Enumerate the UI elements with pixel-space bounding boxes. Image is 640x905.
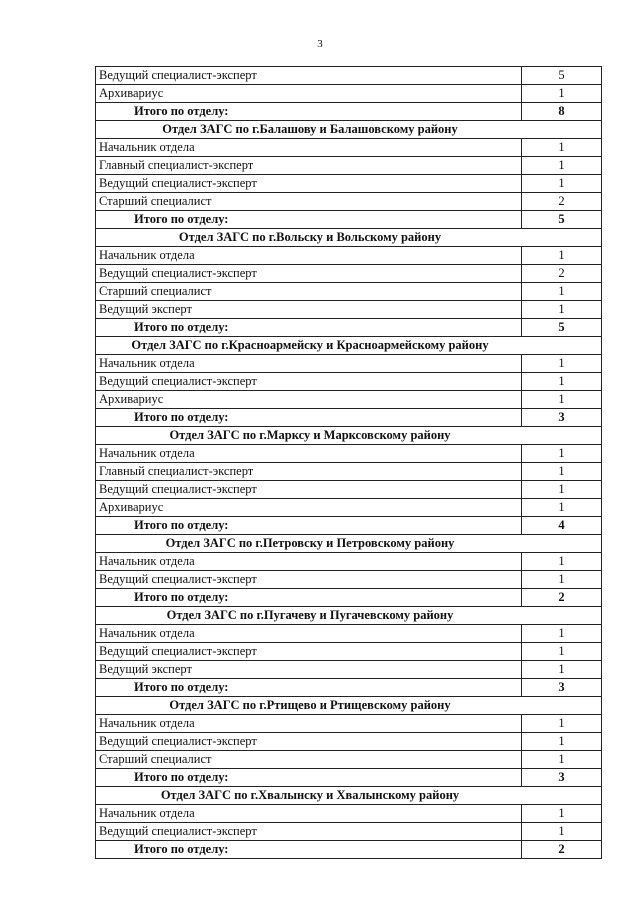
- position-name: Ведущий специалист-эксперт: [96, 67, 522, 85]
- position-name: Старший специалист: [96, 193, 522, 211]
- position-count: 1: [522, 373, 602, 391]
- position-count: 1: [522, 661, 602, 679]
- staffing-table: [95, 66, 602, 859]
- position-row: [96, 553, 602, 571]
- position-row: [96, 247, 602, 265]
- position-row: [96, 625, 602, 643]
- position-count: 1: [522, 283, 602, 301]
- position-count: 1: [522, 391, 602, 409]
- department-header-row: [96, 427, 602, 445]
- position-count: 1: [522, 751, 602, 769]
- department-title: Отдел ЗАГС по г.Ртищево и Ртищевскому району: [96, 697, 602, 715]
- position-count: 1: [522, 805, 602, 823]
- department-header-row: [96, 337, 602, 355]
- position-count: 1: [522, 301, 602, 319]
- position-row: [96, 355, 602, 373]
- department-title: Отдел ЗАГС по г.Вольску и Вольскому району: [96, 229, 602, 247]
- position-row: [96, 499, 602, 517]
- total-label: Итого по отделу:: [96, 679, 522, 697]
- position-row: [96, 661, 602, 679]
- position-count: 1: [522, 247, 602, 265]
- position-row: [96, 193, 602, 211]
- total-label: Итого по отделу:: [96, 319, 522, 337]
- position-count: 1: [522, 85, 602, 103]
- department-total-row: [96, 589, 602, 607]
- position-row: [96, 283, 602, 301]
- department-total-row: [96, 841, 602, 859]
- position-count: 2: [522, 265, 602, 283]
- position-row: [96, 157, 602, 175]
- department-header-row: [96, 607, 602, 625]
- position-name: Начальник отдела: [96, 553, 522, 571]
- total-count: 2: [522, 589, 602, 607]
- position-count: 1: [522, 499, 602, 517]
- position-row: [96, 463, 602, 481]
- position-row: [96, 445, 602, 463]
- position-row: [96, 643, 602, 661]
- position-name: Ведущий специалист-эксперт: [96, 373, 522, 391]
- position-count: 1: [522, 733, 602, 751]
- department-header-row: [96, 697, 602, 715]
- position-count: 1: [522, 139, 602, 157]
- total-label: Итого по отделу:: [96, 589, 522, 607]
- department-header-row: [96, 229, 602, 247]
- staffing-table-body: [96, 67, 602, 859]
- position-name: Начальник отдела: [96, 805, 522, 823]
- position-name: Архивариус: [96, 391, 522, 409]
- department-title: Отдел ЗАГС по г.Пугачеву и Пугачевскому району: [96, 607, 602, 625]
- position-row: [96, 265, 602, 283]
- department-total-row: [96, 517, 602, 535]
- total-count: 2: [522, 841, 602, 859]
- position-name: Ведущий эксперт: [96, 301, 522, 319]
- position-name: Начальник отдела: [96, 355, 522, 373]
- position-name: Главный специалист-эксперт: [96, 463, 522, 481]
- department-header-row: [96, 787, 602, 805]
- position-name: Ведущий специалист-эксперт: [96, 481, 522, 499]
- position-row: [96, 139, 602, 157]
- position-row: [96, 85, 602, 103]
- total-count: 5: [522, 319, 602, 337]
- position-row: [96, 751, 602, 769]
- position-count: 1: [522, 481, 602, 499]
- department-total-row: [96, 211, 602, 229]
- total-count: 3: [522, 679, 602, 697]
- total-label: Итого по отделу:: [96, 103, 522, 121]
- position-row: [96, 301, 602, 319]
- total-count: 5: [522, 211, 602, 229]
- department-title: Отдел ЗАГС по г.Петровску и Петровскому району: [96, 535, 602, 553]
- position-count: 1: [522, 175, 602, 193]
- total-count: 3: [522, 769, 602, 787]
- position-row: [96, 67, 602, 85]
- position-name: Ведущий специалист-эксперт: [96, 643, 522, 661]
- position-row: [96, 391, 602, 409]
- position-count: 5: [522, 67, 602, 85]
- department-total-row: [96, 103, 602, 121]
- position-name: Ведущий специалист-эксперт: [96, 175, 522, 193]
- position-row: [96, 175, 602, 193]
- department-title: Отдел ЗАГС по г.Балашову и Балашовскому району: [96, 121, 602, 139]
- position-name: Старший специалист: [96, 283, 522, 301]
- position-count: 1: [522, 715, 602, 733]
- position-name: Ведущий специалист-эксперт: [96, 571, 522, 589]
- total-label: Итого по отделу:: [96, 211, 522, 229]
- position-count: 1: [522, 445, 602, 463]
- department-total-row: [96, 679, 602, 697]
- department-title: Отдел ЗАГС по г.Хвалынску и Хвалынскому району: [96, 787, 602, 805]
- department-title: Отдел ЗАГС по г.Красноармейску и Красноармейскому району: [96, 337, 602, 355]
- position-row: [96, 733, 602, 751]
- position-count: 1: [522, 553, 602, 571]
- position-name: Архивариус: [96, 499, 522, 517]
- position-name: Ведущий специалист-эксперт: [96, 823, 522, 841]
- position-count: 2: [522, 193, 602, 211]
- total-label: Итого по отделу:: [96, 841, 522, 859]
- department-total-row: [96, 409, 602, 427]
- position-count: 1: [522, 643, 602, 661]
- position-name: Старший специалист: [96, 751, 522, 769]
- position-row: [96, 571, 602, 589]
- total-count: 8: [522, 103, 602, 121]
- position-count: 1: [522, 571, 602, 589]
- position-count: 1: [522, 355, 602, 373]
- position-name: Начальник отдела: [96, 625, 522, 643]
- position-count: 1: [522, 463, 602, 481]
- department-total-row: [96, 319, 602, 337]
- position-name: Начальник отдела: [96, 715, 522, 733]
- department-total-row: [96, 769, 602, 787]
- position-name: Ведущий специалист-эксперт: [96, 265, 522, 283]
- page-number: 3: [317, 38, 323, 50]
- position-name: Главный специалист-эксперт: [96, 157, 522, 175]
- position-count: 1: [522, 625, 602, 643]
- total-label: Итого по отделу:: [96, 409, 522, 427]
- total-count: 4: [522, 517, 602, 535]
- department-title: Отдел ЗАГС по г.Марксу и Марксовскому району: [96, 427, 602, 445]
- position-row: [96, 823, 602, 841]
- total-label: Итого по отделу:: [96, 517, 522, 535]
- position-row: [96, 481, 602, 499]
- position-name: Начальник отдела: [96, 445, 522, 463]
- position-count: 1: [522, 823, 602, 841]
- position-count: 1: [522, 157, 602, 175]
- total-label: Итого по отделу:: [96, 769, 522, 787]
- department-header-row: [96, 535, 602, 553]
- position-name: Ведущий эксперт: [96, 661, 522, 679]
- total-count: 3: [522, 409, 602, 427]
- position-name: Начальник отдела: [96, 139, 522, 157]
- position-row: [96, 373, 602, 391]
- department-header-row: [96, 121, 602, 139]
- position-name: Ведущий специалист-эксперт: [96, 733, 522, 751]
- position-name: Начальник отдела: [96, 247, 522, 265]
- position-row: [96, 805, 602, 823]
- position-name: Архивариус: [96, 85, 522, 103]
- position-row: [96, 715, 602, 733]
